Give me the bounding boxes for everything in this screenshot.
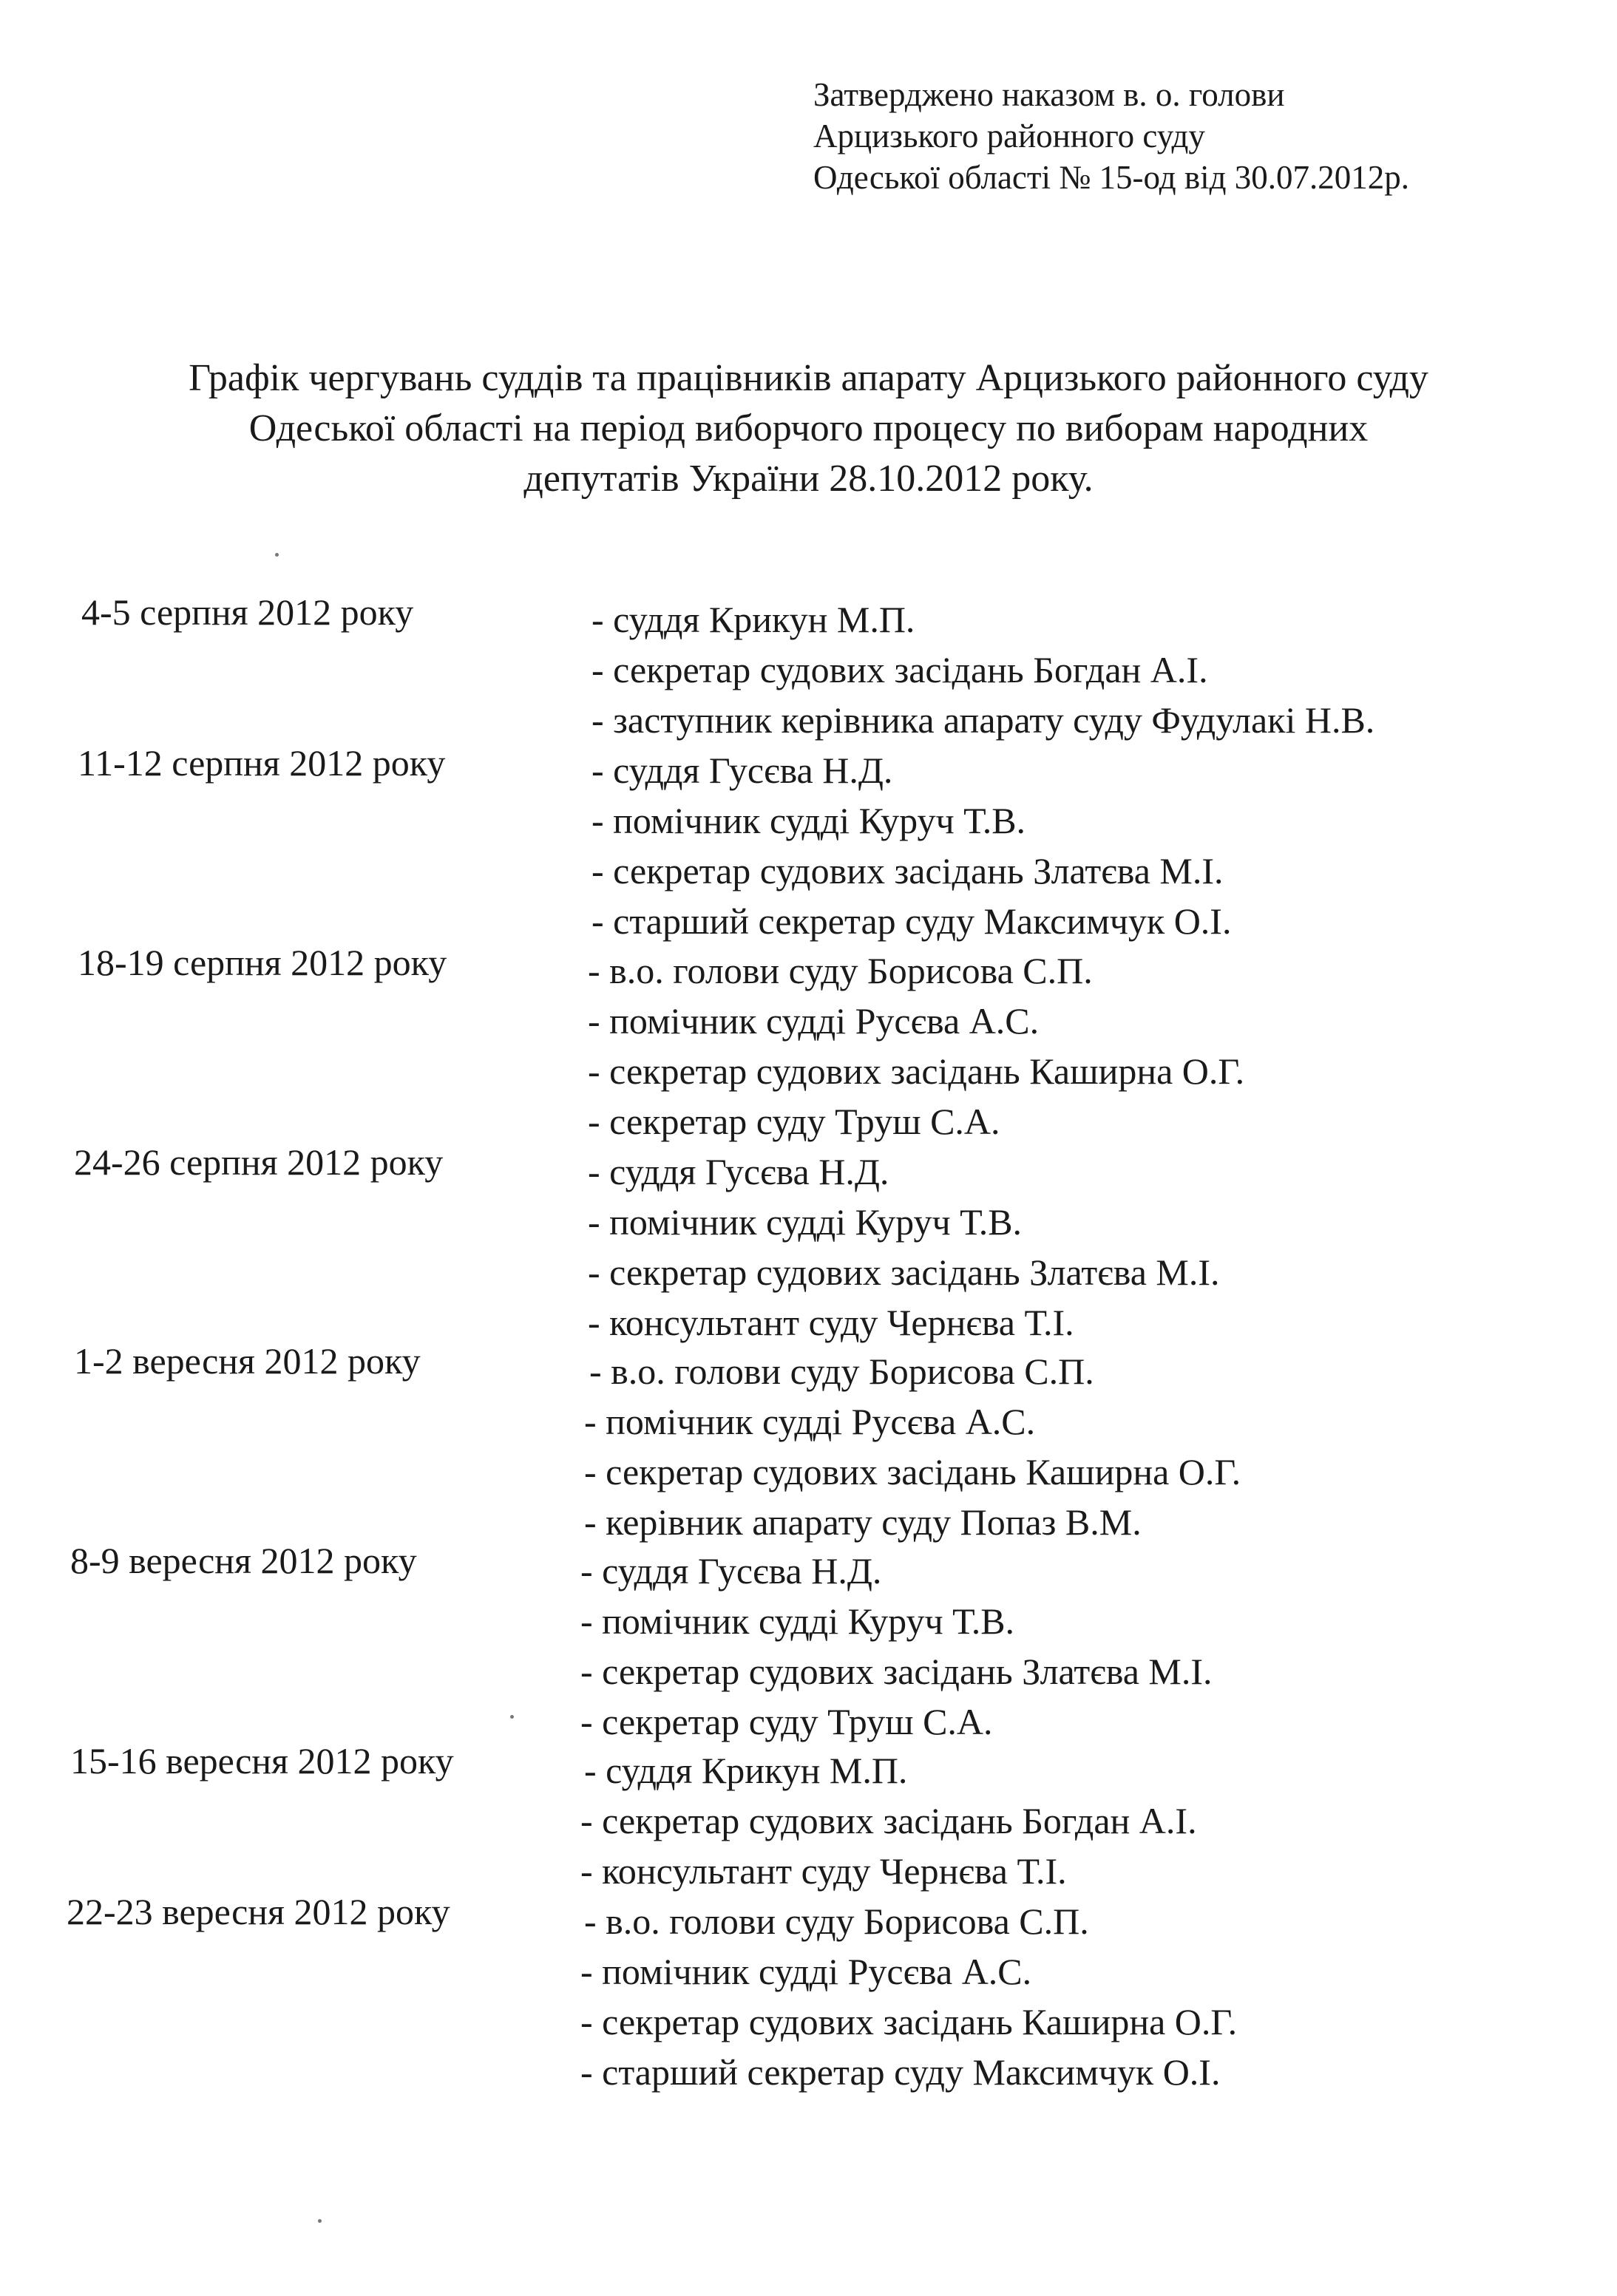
duty-entry: - секретар суду Труш С.А. <box>588 1101 1000 1142</box>
schedule-period: 15-16 вересня 2012 року <box>70 1740 454 1782</box>
duty-entry: - секретар судових засідань Каширна О.Г. <box>588 1050 1245 1092</box>
duty-entry: - помічник судді Куруч Т.В. <box>591 800 1026 841</box>
duty-entry: - старший секретар суду Максимчук О.І. <box>591 900 1232 942</box>
duty-entry: - помічник судді Русєва А.С. <box>584 1401 1036 1442</box>
duty-entry: - суддя Гусєва Н.Д. <box>588 1151 889 1192</box>
approval-block <box>813 74 1409 198</box>
schedule-period: 18-19 серпня 2012 року <box>78 942 447 983</box>
duty-entry: - в.о. голови суду Борисова С.П. <box>584 1901 1089 1942</box>
duty-entry: - консультант суду Чернєва Т.І. <box>588 1302 1074 1343</box>
duty-entry: - секретар судових засідань Златєва М.І. <box>580 1651 1213 1692</box>
duty-entry: - суддя Гусєва Н.Д. <box>591 750 893 791</box>
title-line: Графік чергувань суддів та працівників апарату Арцизького районного суду <box>189 357 1428 399</box>
duty-entry: - консультант суду Чернєва Т.І. <box>580 1850 1067 1892</box>
duty-entry: - в.о. голови суду Борисова С.П. <box>588 950 1093 991</box>
duty-entry: - секретар судових засідань Златєва М.І. <box>591 850 1224 891</box>
duty-entry: - в.о. голови суду Борисова С.П. <box>589 1351 1094 1392</box>
duty-entry: - керівник апарату суду Попаз В.М. <box>584 1501 1142 1543</box>
duty-entry: - секретар судових засідань Златєва М.І. <box>588 1251 1220 1293</box>
approval-line: Арцизького районного суду <box>813 118 1205 154</box>
title-line: депутатів України 28.10.2012 року. <box>523 458 1094 500</box>
document-title <box>0 353 1617 504</box>
duty-entry: - секретар судових засідань Каширна О.Г. <box>580 2001 1238 2042</box>
schedule-period: 22-23 вересня 2012 року <box>67 1891 450 1932</box>
duty-entry: - помічник судді Русєва А.С. <box>588 1000 1040 1042</box>
approval-line: Затверджено наказом в. о. голови <box>813 76 1285 113</box>
duty-entry: - помічник судді Русєва А.С. <box>580 1951 1032 1992</box>
duty-entry: - суддя Гусєва Н.Д. <box>580 1550 882 1592</box>
duty-entry: - помічник судді Куруч Т.В. <box>580 1600 1015 1642</box>
duty-entry: - помічник судді Куруч Т.В. <box>588 1201 1023 1243</box>
approval-line: Одеської області № 15-од від 30.07.2012р. <box>813 159 1409 196</box>
duty-entry: - секретар судових засідань Богдан А.І. <box>591 649 1208 690</box>
schedule-period: 24-26 серпня 2012 року <box>74 1141 444 1183</box>
duty-entry: - старший секретар суду Максимчук О.І. <box>580 2051 1221 2093</box>
schedule-period: 4-5 серпня 2012 року <box>81 591 414 633</box>
title-line: Одеської області на період виборчого процесу по виборам народних <box>248 407 1369 449</box>
scan-speck <box>510 1715 514 1719</box>
duty-entry: - секретар судових засідань Богдан А.І. <box>580 1800 1197 1841</box>
schedule-period: 1-2 вересня 2012 року <box>74 1340 421 1382</box>
schedule-period: 8-9 вересня 2012 року <box>70 1540 417 1581</box>
scan-speck <box>275 553 279 557</box>
schedule-period: 11-12 серпня 2012 року <box>78 742 446 784</box>
duty-entry: - заступник керівника апарату суду Фудулакі Н.В. <box>591 699 1375 741</box>
duty-entry: - секретар суду Труш С.А. <box>580 1701 993 1742</box>
scan-speck <box>318 2219 322 2223</box>
duty-entry: - суддя Крикун М.П. <box>591 599 915 640</box>
duty-entry: - суддя Крикун М.П. <box>584 1750 908 1791</box>
duty-entry: - секретар судових засідань Каширна О.Г. <box>584 1451 1241 1492</box>
